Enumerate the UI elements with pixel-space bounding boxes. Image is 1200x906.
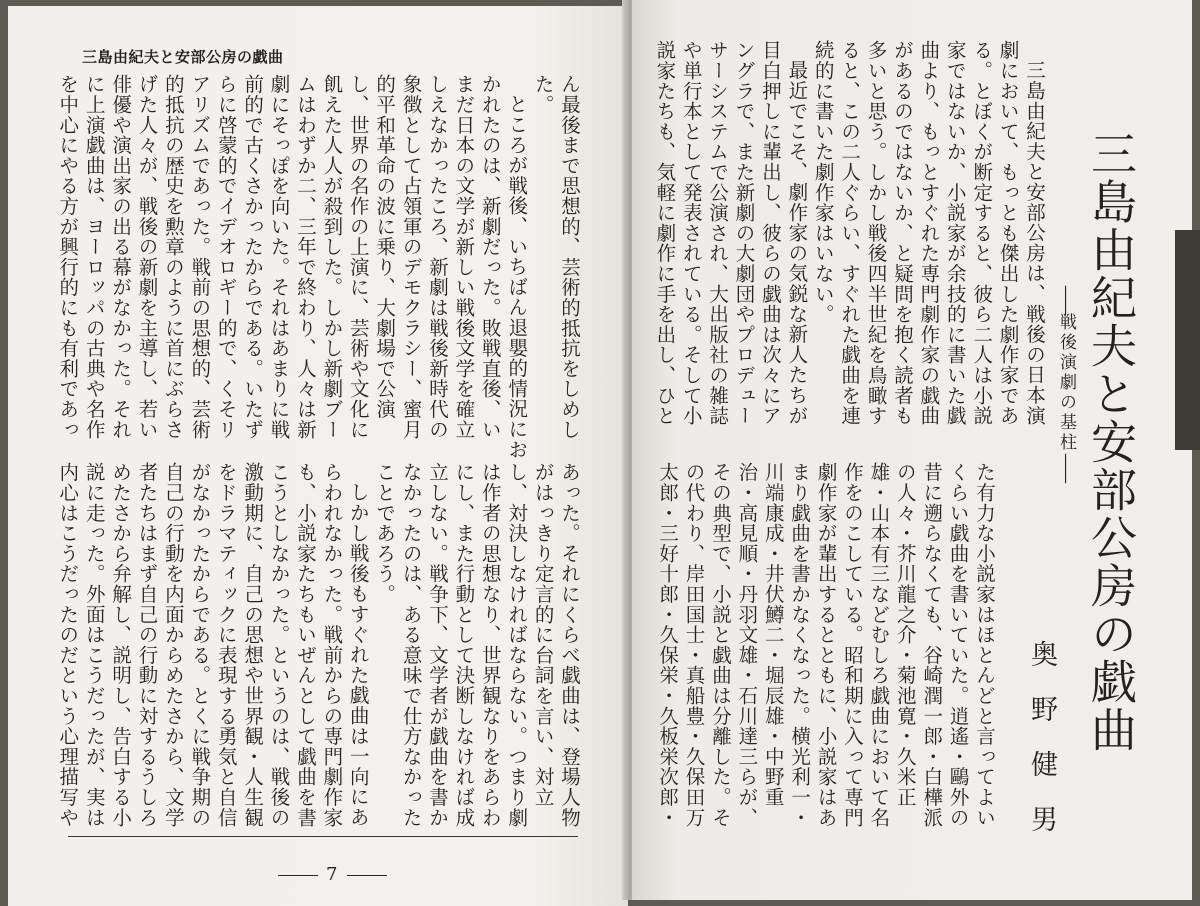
paragraph: あった。それにくらべ戯曲は、登場人物がはっきり定言的に台詞を言い、対立し、対決しなければならない。つまり劇は作者の思想なり、世界観なりをあらわにし、また行動として決断しなければ成立しない。戦争下、文学者が戯曲を書かなかったのは、ある意味で仕方なかったことであろう。 <box>373 462 581 828</box>
running-header: 三島由紀夫と安部公房の戯曲 <box>82 48 284 66</box>
page-number: 7 <box>270 864 395 885</box>
paragraph: ん最後まで思想的、芸術的抵抗をしめした。 <box>531 74 581 440</box>
author-name: 奥野健男 <box>1026 640 1057 860</box>
paragraph: た有力な小説家はほとんどと言ってよいくらい戯曲を書いていた。逍遙・鷗外の昔に遡らなくても、谷崎潤一郎・白樺派の人々・芥川龍之介・菊池寛・久米正雄・山本有三などむしろ戯曲において名作をのこしている。昭和期に入って専門劇作家が輩出するとともに、小説家はあまり戯曲を書かなくなった。横光利一・川端康成・井伏鱒二・堀辰雄・中野重治・高見順・丹羽文雄・石川達三らが、その典型で、小説と戯曲は分離した。その代わり、岸田国士・真船豊・久保田万太郎・三好十郎・久保栄・久板栄次郎・ <box>656 462 996 828</box>
left-upper-text-column <box>52 74 582 459</box>
paragraph: 最近でこそ、劇作家の気鋭な新人たちが目白押しに輩出し、彼らの戯曲は次々にアングラで、また新劇の大劇団やプロデューサーシステムで公演され、大出版社の雑誌や単行本として発表されている。そして小説家たちも、気軽に劇作に手を出し、ひと <box>653 40 809 426</box>
paragraph: ところが戦後、いちばん退嬰的情況におかれたのは、新劇だった。敗戦直後、いまだ日本の文学が新しい戦後文学を確立しえなかったころ、新劇は戦後新時代の象徴として占領軍のデモクラシー、蜜月的平和革命の波に乗り、大劇場で公演し、世界の名作の上演に、芸術や文化に飢えた人人が殺到した。しかし新劇ブームはわずか二、三年で終わり、人々は新劇にそっぽを向いた。それはあまりに戦前的で古くさかったからである。いたずらに啓蒙的でイデオロギー的で、くそリアリズムであった。戦前の思想的、芸術的抵抗の歴史を勲章のように首にぶらさげた人々が、戦後の新劇を主導し、若い俳優や演出家の出る幕がなかった。それに上演戯曲は、ヨーロッパの古典や名作を中心にやる方が興行的にも有利であっ <box>56 74 529 459</box>
bottom-rule <box>68 836 578 837</box>
article-subtitle: ——戦後演劇の基柱—— <box>1056 285 1076 481</box>
article-title: 三島由紀夫と安部公房の戯曲 <box>1084 130 1138 754</box>
paragraph: 三島由紀夫と安部公房は、戦後の日本演劇において、もっとも傑出した劇作家である。とぼくが断定すると、彼ら二人は小説家ではないか、小説家が余技的に書いた戯曲より、もっとすぐれた専門劇作家の戯曲があるのではないか、と疑問を抱く読者も多いと思う。しかし戦後四半世紀を鳥瞰すると、この二人ぐらい、すぐれた戯曲を連続的に書いた劇作家はいない。 <box>811 40 1046 426</box>
paragraph: しかし戦後もすぐれた戯曲は一向にあらわれなかった。戦前からの専門劇作家も、小説家たちもいぜんとして戯曲を書こうとしなかった。というのは、戦後の激動期に、自己の思想や世界観・人生観をドラマティックに表現する勇気と自信がなかったからである。とくに戦争期の自己の行動を内面からめたさから、文学者たちはまず自己の行動に対するうしろめたさから弁解し、説明し、告白する小説に走った。外面はこうだったが、実は内心はこうだったのだという心理描写や <box>56 462 370 828</box>
right-lower-text-column <box>652 462 997 834</box>
left-lower-text-column <box>52 462 582 834</box>
right-upper-text-column <box>652 40 1047 432</box>
page-edge-shadow <box>1175 230 1200 450</box>
